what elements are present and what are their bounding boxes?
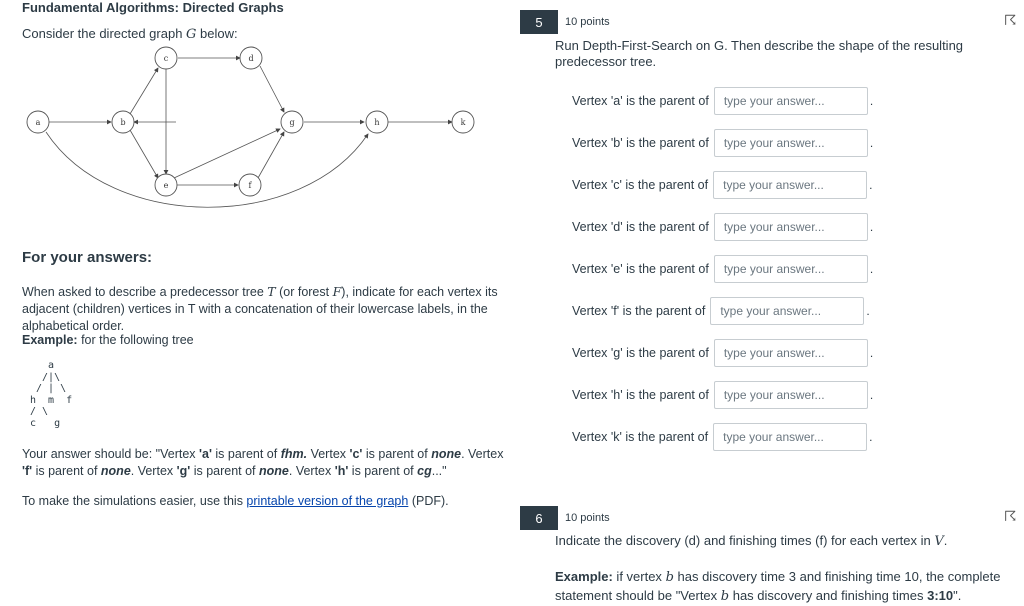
- answer-input-h[interactable]: type your answer...: [714, 381, 868, 409]
- answer-row-k: Vertex 'k' is the parent of type your answer... .: [572, 422, 872, 452]
- example-line: Example: for the following tree: [22, 333, 194, 347]
- graph-node-b: [112, 111, 134, 133]
- printable-graph-link[interactable]: printable version of the graph: [246, 494, 409, 508]
- svg-text:c: c: [163, 54, 169, 63]
- graph-node-h: [366, 111, 388, 133]
- page-title: Fundamental Algorithms: Directed Graphs: [22, 0, 284, 15]
- svg-text:k: k: [460, 118, 466, 127]
- pin-icon[interactable]: ☈: [1004, 508, 1017, 524]
- answer-row-d: Vertex 'd' is the parent of type your answer... .: [572, 212, 873, 242]
- intro-text: Consider the directed graph G below:: [22, 26, 238, 42]
- answer-row-f: Vertex 'f' is the parent of type your answer... .: [572, 296, 870, 326]
- simulation-note: To make the simulations easier, use this printable version of the graph (PDF).: [22, 494, 449, 508]
- answer-input-f[interactable]: type your answer...: [710, 297, 864, 325]
- answer-input-a[interactable]: type your answer...: [714, 87, 868, 115]
- answer-input-d[interactable]: type your answer...: [714, 213, 868, 241]
- graph-node-e: [155, 174, 177, 196]
- svg-text:d: d: [248, 54, 254, 63]
- svg-text:e: e: [163, 181, 169, 190]
- instructions-paragraph: When asked to describe a predecessor tree T (or forest F), indicate for each vertex its adjacent (children) vertices in T with a concatenation of their lowercase labels, in the alphabetical order.: [22, 284, 498, 333]
- question-points: 10 points: [565, 512, 610, 524]
- svg-text:f: f: [248, 181, 252, 190]
- directed-graph: [22, 42, 492, 232]
- answer-input-e[interactable]: type your answer...: [714, 255, 868, 283]
- answer-row-b: Vertex 'b' is the parent of type your answer... .: [572, 128, 873, 158]
- left-panel: [22, 0, 512, 604]
- graph-node-k: [452, 111, 474, 133]
- svg-text:b: b: [120, 118, 126, 127]
- answers-heading: For your answers:: [22, 249, 153, 266]
- answer-input-g[interactable]: type your answer...: [714, 339, 868, 367]
- example-tree: a /|\ / | \ h m f / \ c g: [30, 360, 73, 429]
- example-statement: Example: if vertex b has discovery time 3 and finishing time 10, the complete statement should be "Vertex b has discovery and finishing times 3:10".: [555, 569, 1001, 604]
- question-text: Indicate the discovery (d) and finishing times (f) for each vertex in V.: [555, 533, 948, 549]
- answer-input-k[interactable]: type your answer...: [713, 423, 867, 451]
- question-number-badge: 5: [520, 10, 558, 34]
- question-points: 10 points: [565, 16, 610, 28]
- question-number-badge: 6: [520, 506, 558, 530]
- graph-node-g: [281, 111, 303, 133]
- answer-row-g: Vertex 'g' is the parent of type your answer... .: [572, 338, 873, 368]
- answer-input-c[interactable]: type your answer...: [713, 171, 867, 199]
- pin-icon[interactable]: ☈: [1004, 12, 1017, 28]
- svg-text:h: h: [374, 118, 380, 127]
- answer-input-b[interactable]: type your answer...: [714, 129, 868, 157]
- graph-node-a: [27, 111, 49, 133]
- graph-node-d: [240, 47, 262, 69]
- svg-text:a: a: [35, 118, 41, 127]
- answer-row-e: Vertex 'e' is the parent of type your answer... .: [572, 254, 873, 284]
- right-panel: [518, 0, 1024, 604]
- graph-node-f: [239, 174, 261, 196]
- graph-node-c: [155, 47, 177, 69]
- answer-format-text: Your answer should be: "Vertex 'a' is parent of fhm. Vertex 'c' is parent of none. Vertex 'f' is parent of none. Vertex 'g' is parent of none. Vertex 'h' is parent of cg...": [22, 447, 504, 478]
- question-text: Run Depth-First-Search on G. Then describe the shape of the resulting predecessor tree.: [555, 38, 964, 69]
- answer-row-c: Vertex 'c' is the parent of type your answer... .: [572, 170, 872, 200]
- answer-row-a: Vertex 'a' is the parent of type your answer... .: [572, 86, 873, 116]
- answer-row-h: Vertex 'h' is the parent of type your answer... .: [572, 380, 873, 410]
- svg-text:g: g: [289, 118, 295, 127]
